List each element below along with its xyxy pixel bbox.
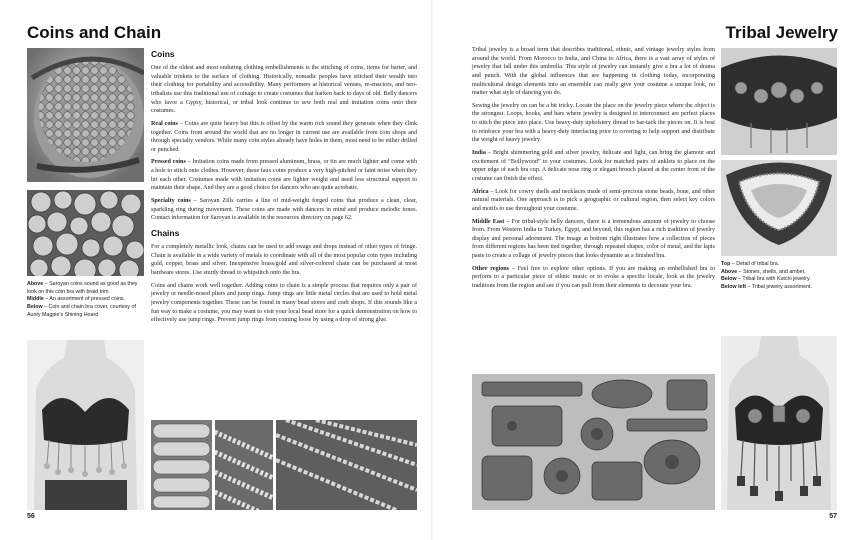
tribal-intro-2: Sewing the jewelry on can be a bit tricky. Locate the place on the jewelry piece where the object is the strongest. Loops, hooks, and bars where jewelry is designed to interconnect are perfect places to stitch the piece into place. Use heavy-duty upholstery thread to bar-tack the pieces on. It is best to reinforce your bra with a heavy-duty interfacing prior to covering to help support and distribute the weight of heavy jewelry. bbox=[472, 102, 715, 144]
chains-paragraph-1: For a completely metallic look, chains can be used to add swags and drops instead of other types of fringe. Chain is available in a wide variety of metals to coordinate with all of the most popular coin types including gold, copper, brass and silver. Inexpensive brass/gold and silver-colored chain can be purchased at most hardware stores. Use sturdy thread to whipstitch onto the bra. bbox=[151, 244, 417, 276]
africa-paragraph bbox=[472, 188, 715, 214]
photo-tribal-bra-kutchi bbox=[721, 336, 837, 510]
pressed-coins-text: – Imitation coins made from pressed aluminum, brass, or tin are much lighter and come with a hole to stitch onto clothes. However, these faux coins produce a very high-pitched or faint noise when they hit each other. Costumes made with imitation coins are lighter weight and need less structural support to maintain their shape. And they are a good choice for dancers who are quite acrobatic. bbox=[151, 159, 417, 192]
specialty-coins-lead: Specialty coins bbox=[151, 198, 191, 205]
caption-middle-text: – An assortment of pressed coins. bbox=[43, 296, 126, 303]
caption-below-left-label: Below left bbox=[721, 284, 747, 291]
caption-below-text: – Coin and chain bra cover, courtesy of Aunty Magpie’s Shining Hoard bbox=[27, 304, 136, 318]
specialty-coins-paragraph bbox=[151, 197, 417, 223]
india-text: – Bright shimmering gold and silver jewelry, delicate and light, can bring the glamour and excitement of “Bollywood” to your costumes. Look for matched pairs of anklets to place on the upper edge of each bra cup. A delicate nose ring or elegant brooch placed at the center front of the costume can finish the effect. bbox=[472, 150, 715, 182]
coins-heading: Coins bbox=[151, 49, 175, 59]
caption-above-label: Above bbox=[27, 281, 44, 287]
real-coins-text: – Coins are quite heavy but this is offset by the warm rich sound they generate when they clink together. Coins from around the world that are no longer in current use are available from coin shops and through specialty vendors. While many coin styles already have holes in them, most need to be either drilled or punched. bbox=[151, 120, 417, 153]
other-regions-paragraph bbox=[472, 265, 715, 291]
specialty-coins-text: – Saroyan Zills carries a line of mid-weight forged coins that produce a clean, clear, sparkling ring during movement. These coins are made with dancers in mind and produce melodic tones. Contact information for Saroyan is available in the resources directory on page 62. bbox=[151, 198, 417, 222]
caption-right-below-text: – Tribal bra with Kutchi jewelry. bbox=[736, 276, 811, 283]
photo-tribal-jewelry-assortment bbox=[472, 374, 715, 510]
chains-heading: Chains bbox=[151, 227, 180, 238]
caption-below-label: Below bbox=[27, 304, 43, 311]
right-page-title: Tribal Jewelry bbox=[725, 23, 838, 42]
photo-coin-rolls bbox=[151, 420, 212, 510]
tribal-intro-1: Tribal jewelry is a broad term that describes traditional, ethnic, and vintage jewelry styles from around the world. From Morocco to India, and China to Africa, there is a vast array of styles of jewelry that fall under this umbrella. This style of jewelry can instantly give a bra a lot of drama and punch. With the global influences that are happening in clothing today, incorporating multicultural design elements into an ensemble can really give your costume a unique look, no matter what style of dancing you do. bbox=[472, 47, 715, 97]
other-regions-lead: Other regions bbox=[472, 265, 510, 272]
caption-top-text: – Detail of tribal bra. bbox=[730, 261, 780, 267]
india-lead: India bbox=[472, 150, 486, 157]
caption-middle-label: Middle bbox=[27, 296, 44, 303]
left-text-column bbox=[151, 46, 417, 329]
chains-paragraph-2: Coins and chains work well together. Adding coins to chain is a simple process that requires only a pair of jewelry or needle-nosed pliers and jump rings. Jump rings are little metal circles that are used to hold metal jewelry components together. These can be found in many bead stores and craft shops. If this sounds like a fun way to make a costume, you may want to visit your local bead store for a quick demonstration on how to effectively use jump rings. Prevent jump rings from coming loose by using a drop of strong glue. bbox=[151, 282, 417, 324]
right-page-number: 57 bbox=[829, 513, 837, 520]
photo-chain-rope bbox=[215, 420, 273, 510]
photo-tribal-bra-detail bbox=[721, 48, 837, 155]
real-coins-lead: Real coins bbox=[151, 120, 178, 127]
left-page-number: 56 bbox=[27, 513, 35, 520]
photo-coin-bra-braid bbox=[27, 48, 144, 182]
photo-stones-shells-amber bbox=[721, 160, 837, 256]
left-page-title: Coins and Chain bbox=[27, 23, 162, 42]
caption-right-above-label: Above bbox=[721, 268, 738, 275]
caption-top-label: Top bbox=[721, 261, 731, 267]
middle-east-text: – For tribal-style belly dancers, there is a tremendous amount of jewelry to choose from. From Western India to Turkey, Egypt, and beyond, this region has a rich tradition of jewelry display and personal adornment. The image at bottom right illustrates how a collection of pieces from different regions has been tied together, through repeated shapes, color of metal, and the lapis paste to create a collage of jewelry pieces that looks dynamite as a finished bra. bbox=[472, 218, 715, 260]
africa-text: – Look for cowry shells and necklaces made of semi-precious stone beads, bone, and other natural materials. One approach is to pick a geographic or cultural region, then select key colors and motifs to use throughout your costume. bbox=[472, 188, 715, 212]
coins-intro: One of the oldest and most enduring clothing embellishments is the stitching of coins, items for barter, and valuable trinkets to the surface of clothing. Historically, nomadic peoples have stitched their wealth into their clothing for portability and accessibility. Many performers at historical venues, re-enactors, and neo-tribalists use this traditional use of coinage to create costumes that harken back to days of old. Belly dancers who favor a Gypsy, historical, or tribal look continue to sew both real and imitation coins onto their costumes. bbox=[151, 65, 417, 115]
middle-east-lead: Middle East bbox=[472, 218, 505, 225]
photo-pressed-coins bbox=[27, 190, 144, 276]
africa-lead: Africa bbox=[472, 188, 489, 195]
caption-below-left-text: – Tribal jewelry assortment. bbox=[746, 284, 812, 291]
caption-right-below-label: Below bbox=[721, 276, 737, 283]
caption-above-text: – Saroyan coins sound as good as they look on this coin bra with braid trim. bbox=[27, 281, 138, 295]
india-paragraph bbox=[472, 149, 715, 184]
book-gutter bbox=[431, 0, 433, 540]
real-coins-paragraph bbox=[151, 120, 417, 155]
caption-right-above-text: – Stones, shells, and amber. bbox=[737, 268, 806, 275]
pressed-coins-lead: Pressed coins bbox=[151, 159, 186, 166]
right-text-column bbox=[472, 46, 715, 295]
left-caption bbox=[27, 281, 144, 319]
photo-chain-lengths bbox=[276, 420, 417, 510]
photo-coin-chain-bra-mannequin bbox=[27, 340, 144, 510]
pressed-coins-paragraph bbox=[151, 158, 417, 193]
right-caption bbox=[721, 261, 837, 292]
middle-east-paragraph bbox=[472, 218, 715, 261]
other-regions-text: – Feel free to explore other options. If you are making an embellished bra to perform to a particular piece of ethnic music or to evoke a specific locale, look at the jewelry traditions from the region and see if you can pull from their elements to decorate your bra. bbox=[472, 265, 715, 290]
